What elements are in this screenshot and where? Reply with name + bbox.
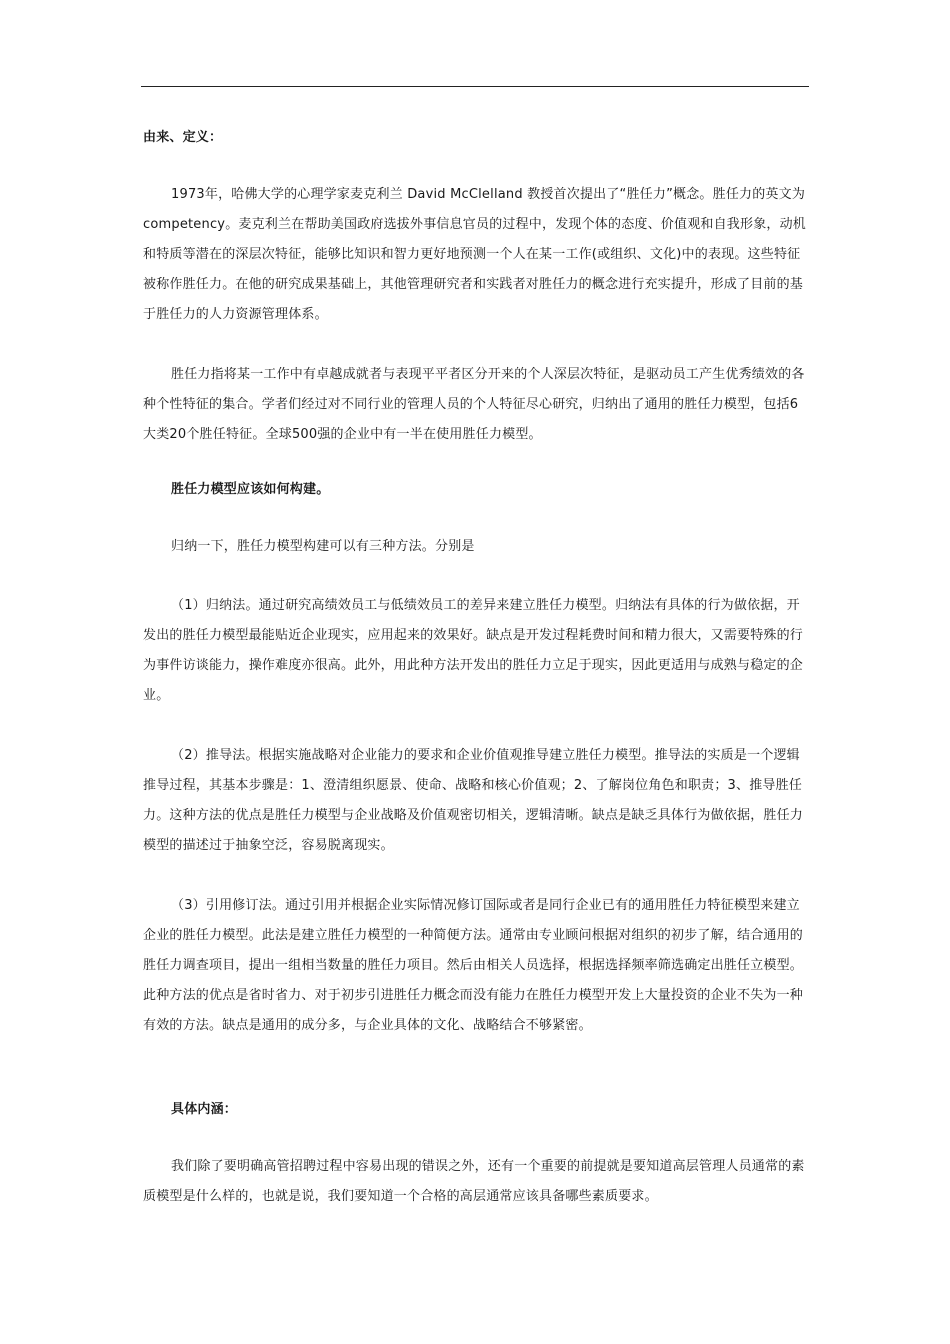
section-heading-content: 具体内涵：	[171, 1102, 238, 1117]
paragraph-method-citation: （3）引用修订法。通过引用并根据企业实际情况修订国际或者是同行企业已有的通用胜任力特征模型来建立企业的胜任力模型。此法是建立胜任力模型的一种简便方法。通常由专业顾问根据对组织的初步了解，结合通用的胜任力调查项目，提出一组相当数量的胜任力项目。然后由相关人员选择，根据选择频率筛选确定出胜任立模型。此种方法的优点是省时省力、对于初步引进胜任力概念而没有能力在胜任力模型开发上大量投资的企业不失为一种有效的方法。缺点是通用的成分多，与企业具体的文化、战略结合不够紧密。	[143, 898, 804, 1033]
section-heading-build: 胜任力模型应该如何构建。	[171, 482, 330, 497]
paragraph-origin: 1973年，哈佛大学的心理学家麦克利兰 David McClelland 教授首次提出了“胜任力”概念。胜任力的英文为 competency。麦克利兰在帮助美国政府选拔外事信息官员的过程中，发现个体的态度、价值观和自我形象，动机和特质等潜在的深层次特征，能够比知识和智力更好地预测一个人在某一工作(或组织、文化)中的表现。这些特征被称作胜任力。在他的研究成果基础上，其他管理研究者和实践者对胜任力的概念进行充实提升，形成了目前的基于胜任力的人力资源管理体系。	[143, 187, 806, 322]
paragraph-content: 我们除了要明确高管招聘过程中容易出现的错误之外，还有一个重要的前提就是要知道高层管理人员通常的素质模型是什么样的，也就是说，我们要知道一个合格的高层通常应该具备哪些素质要求。	[143, 1159, 805, 1204]
header-divider	[141, 86, 809, 87]
paragraph-definition: 胜任力指将某一工作中有卓越成就者与表现平平者区分开来的个人深层次特征，是驱动员工产生优秀绩效的各种个性特征的集合。学者们经过对不同行业的管理人员的个人特征尽心研究，归纳出了通用的胜任力模型，包括6大类20个胜任特征。全球500强的企业中有一半在使用胜任力模型。	[143, 367, 805, 442]
paragraph-method-deduction: （2）推导法。根据实施战略对企业能力的要求和企业价值观推导建立胜任力模型。推导法的实质是一个逻辑推导过程，其基本步骤是：1、澄清组织愿景、使命、战略和核心价值观；2、了解岗位角色和职责；3、推导胜任力。这种方法的优点是胜任力模型与企业战略及价值观密切相关，逻辑清晰。缺点是缺乏具体行为做依据，胜任力模型的描述过于抽象空泛，容易脱离现实。	[143, 748, 804, 853]
paragraph-summary: 归纳一下，胜任力模型构建可以有三种方法。分别是	[171, 539, 475, 554]
section-heading-origin: 由来、定义：	[143, 130, 223, 145]
paragraph-method-induction: （1）归纳法。通过研究高绩效员工与低绩效员工的差异来建立胜任力模型。归纳法有具体的行为做依据，开发出的胜任力模型最能贴近企业现实，应用起来的效果好。缺点是开发过程耗费时间和精力很大，又需要特殊的行为事件访谈能力，操作难度亦很高。此外，用此种方法开发出的胜任力立足于现实，因此更适用与成熟与稳定的企业。	[143, 598, 804, 703]
